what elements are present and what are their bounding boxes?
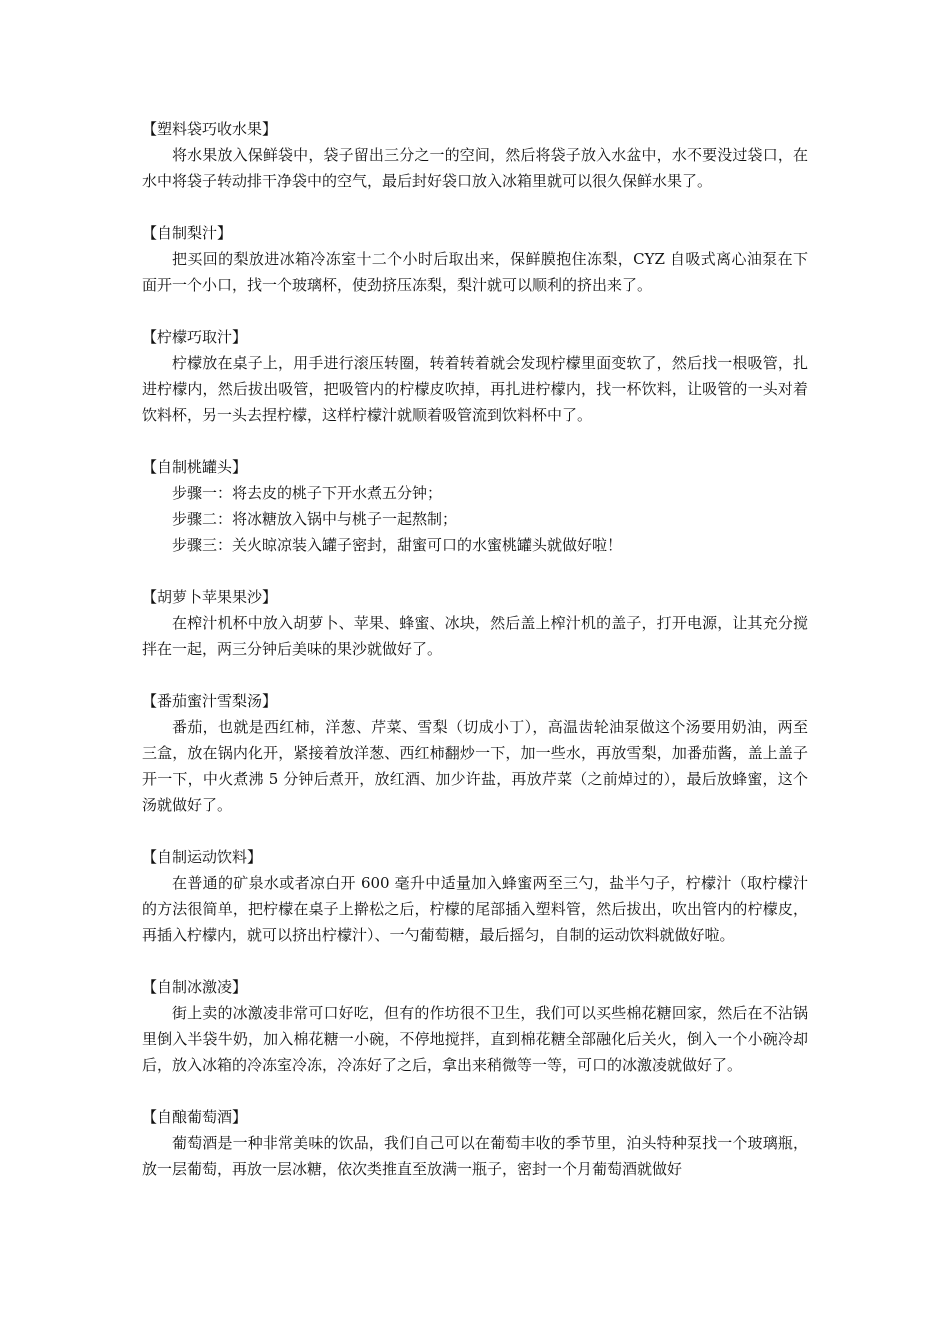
section-title: 【自制梨汁】 xyxy=(142,224,233,242)
section-peach-can xyxy=(142,454,808,558)
section-grape-wine xyxy=(142,1104,808,1182)
section-paragraph: 将水果放入保鲜袋中，袋子留出三分之一的空间，然后将袋子放入水盆中，水不要没过袋口，在水中将袋子转动排干净袋中的空气，最后封好袋口放入冰箱里就可以很久保鲜水果了。 xyxy=(142,146,808,190)
section-paragraph: 在榨汁机杯中放入胡萝卜、苹果、蜂蜜、冰块，然后盖上榨汁机的盖子，打开电源，让其充分搅拌在一起，两三分钟后美味的果沙就做好了。 xyxy=(142,614,808,658)
section-paragraph: 柠檬放在桌子上，用手进行滚压转圈，转着转着就会发现柠檬里面变软了，然后找一根吸管，扎进柠檬内，然后拔出吸管，把吸管内的柠檬皮吹掉，再扎进柠檬内，找一杯饮料，让吸管的一头对着饮料杯，另一头去捏柠檬，这样柠檬汁就顺着吸管流到饮料杯中了。 xyxy=(142,354,808,424)
section-pear-juice xyxy=(142,220,808,298)
section-lemon-juice xyxy=(142,324,808,428)
section-title: 【番茄蜜汁雪梨汤】 xyxy=(142,692,278,710)
section-paragraph: 把买回的梨放进冰箱冷冻室十二个小时后取出来，保鲜膜抱住冻梨，CYZ 自吸式离心油泵在下面开一个小口，找一个玻璃杯，使劲挤压冻梨，梨汁就可以顺利的挤出来了。 xyxy=(142,250,808,294)
section-tomato-pear-soup xyxy=(142,688,808,818)
section-paragraph: 葡萄酒是一种非常美味的饮品，我们自己可以在葡萄丰收的季节里，泊头特种泵找一个玻璃瓶，放一层葡萄，再放一层冰糖，依次类推直至放满一瓶子，密封一个月葡萄酒就做好 xyxy=(142,1134,808,1178)
section-title: 【自酿葡萄酒】 xyxy=(142,1108,248,1126)
section-paragraph: 在普通的矿泉水或者凉白开 600 毫升中适量加入蜂蜜两至三勺，盐半勺子，柠檬汁（取柠檬汁的方法很简单，把柠檬在桌子上擀松之后，柠檬的尾部插入塑料管，然后拔出，吹出管内的柠檬皮，再插入柠檬内，就可以挤出柠檬汁）、一勺葡萄糖，最后摇匀，自制的运动饮料就做好啦。 xyxy=(142,874,808,944)
section-paragraph: 番茄，也就是西红柿，洋葱、芹菜、雪梨（切成小丁），高温齿轮油泵做这个汤要用奶油，两至三盒，放在锅内化开，紧接着放洋葱、西红柿翻炒一下，加一些水，再放雪梨，加番茄酱，盖上盖子开一下，中火煮沸 5 分钟后煮开，放红酒、加少许盐，再放芹菜（之前焯过的），最后放蜂蜜，这个汤就做好了。 xyxy=(142,718,808,814)
section-ice-cream xyxy=(142,974,808,1078)
section-paragraph: 街上卖的冰激凌非常可口好吃，但有的作坊很不卫生，我们可以买些棉花糖回家，然后在不沾锅里倒入半袋牛奶，加入棉花糖一小碗，不停地搅拌，直到棉花糖全部融化后关火，倒入一个小碗冷却后，放入冰箱的冷冻室冷冻，冷冻好了之后，拿出来稍微等一等，可口的冰激凌就做好了。 xyxy=(142,1004,808,1074)
step-item: 步骤一：将去皮的桃子下开水煮五分钟； xyxy=(172,484,443,502)
section-title: 【柠檬巧取汁】 xyxy=(142,328,248,346)
section-title: 【胡萝卜苹果果沙】 xyxy=(142,588,278,606)
section-title: 【自制冰激凌】 xyxy=(142,978,248,996)
section-title: 【塑料袋巧收水果】 xyxy=(142,120,278,138)
step-item: 步骤三：关火晾凉装入罐子密封，甜蜜可口的水蜜桃罐头就做好啦！ xyxy=(172,536,623,554)
section-carrot-apple-smoothie xyxy=(142,584,808,662)
section-title: 【自制运动饮料】 xyxy=(142,848,263,866)
step-item: 步骤二：将冰糖放入锅中与桃子一起熬制； xyxy=(172,510,458,528)
section-title: 【自制桃罐头】 xyxy=(142,458,248,476)
document-body xyxy=(142,116,808,1208)
section-sports-drink xyxy=(142,844,808,948)
section-plastic-bag-fruit xyxy=(142,116,808,194)
